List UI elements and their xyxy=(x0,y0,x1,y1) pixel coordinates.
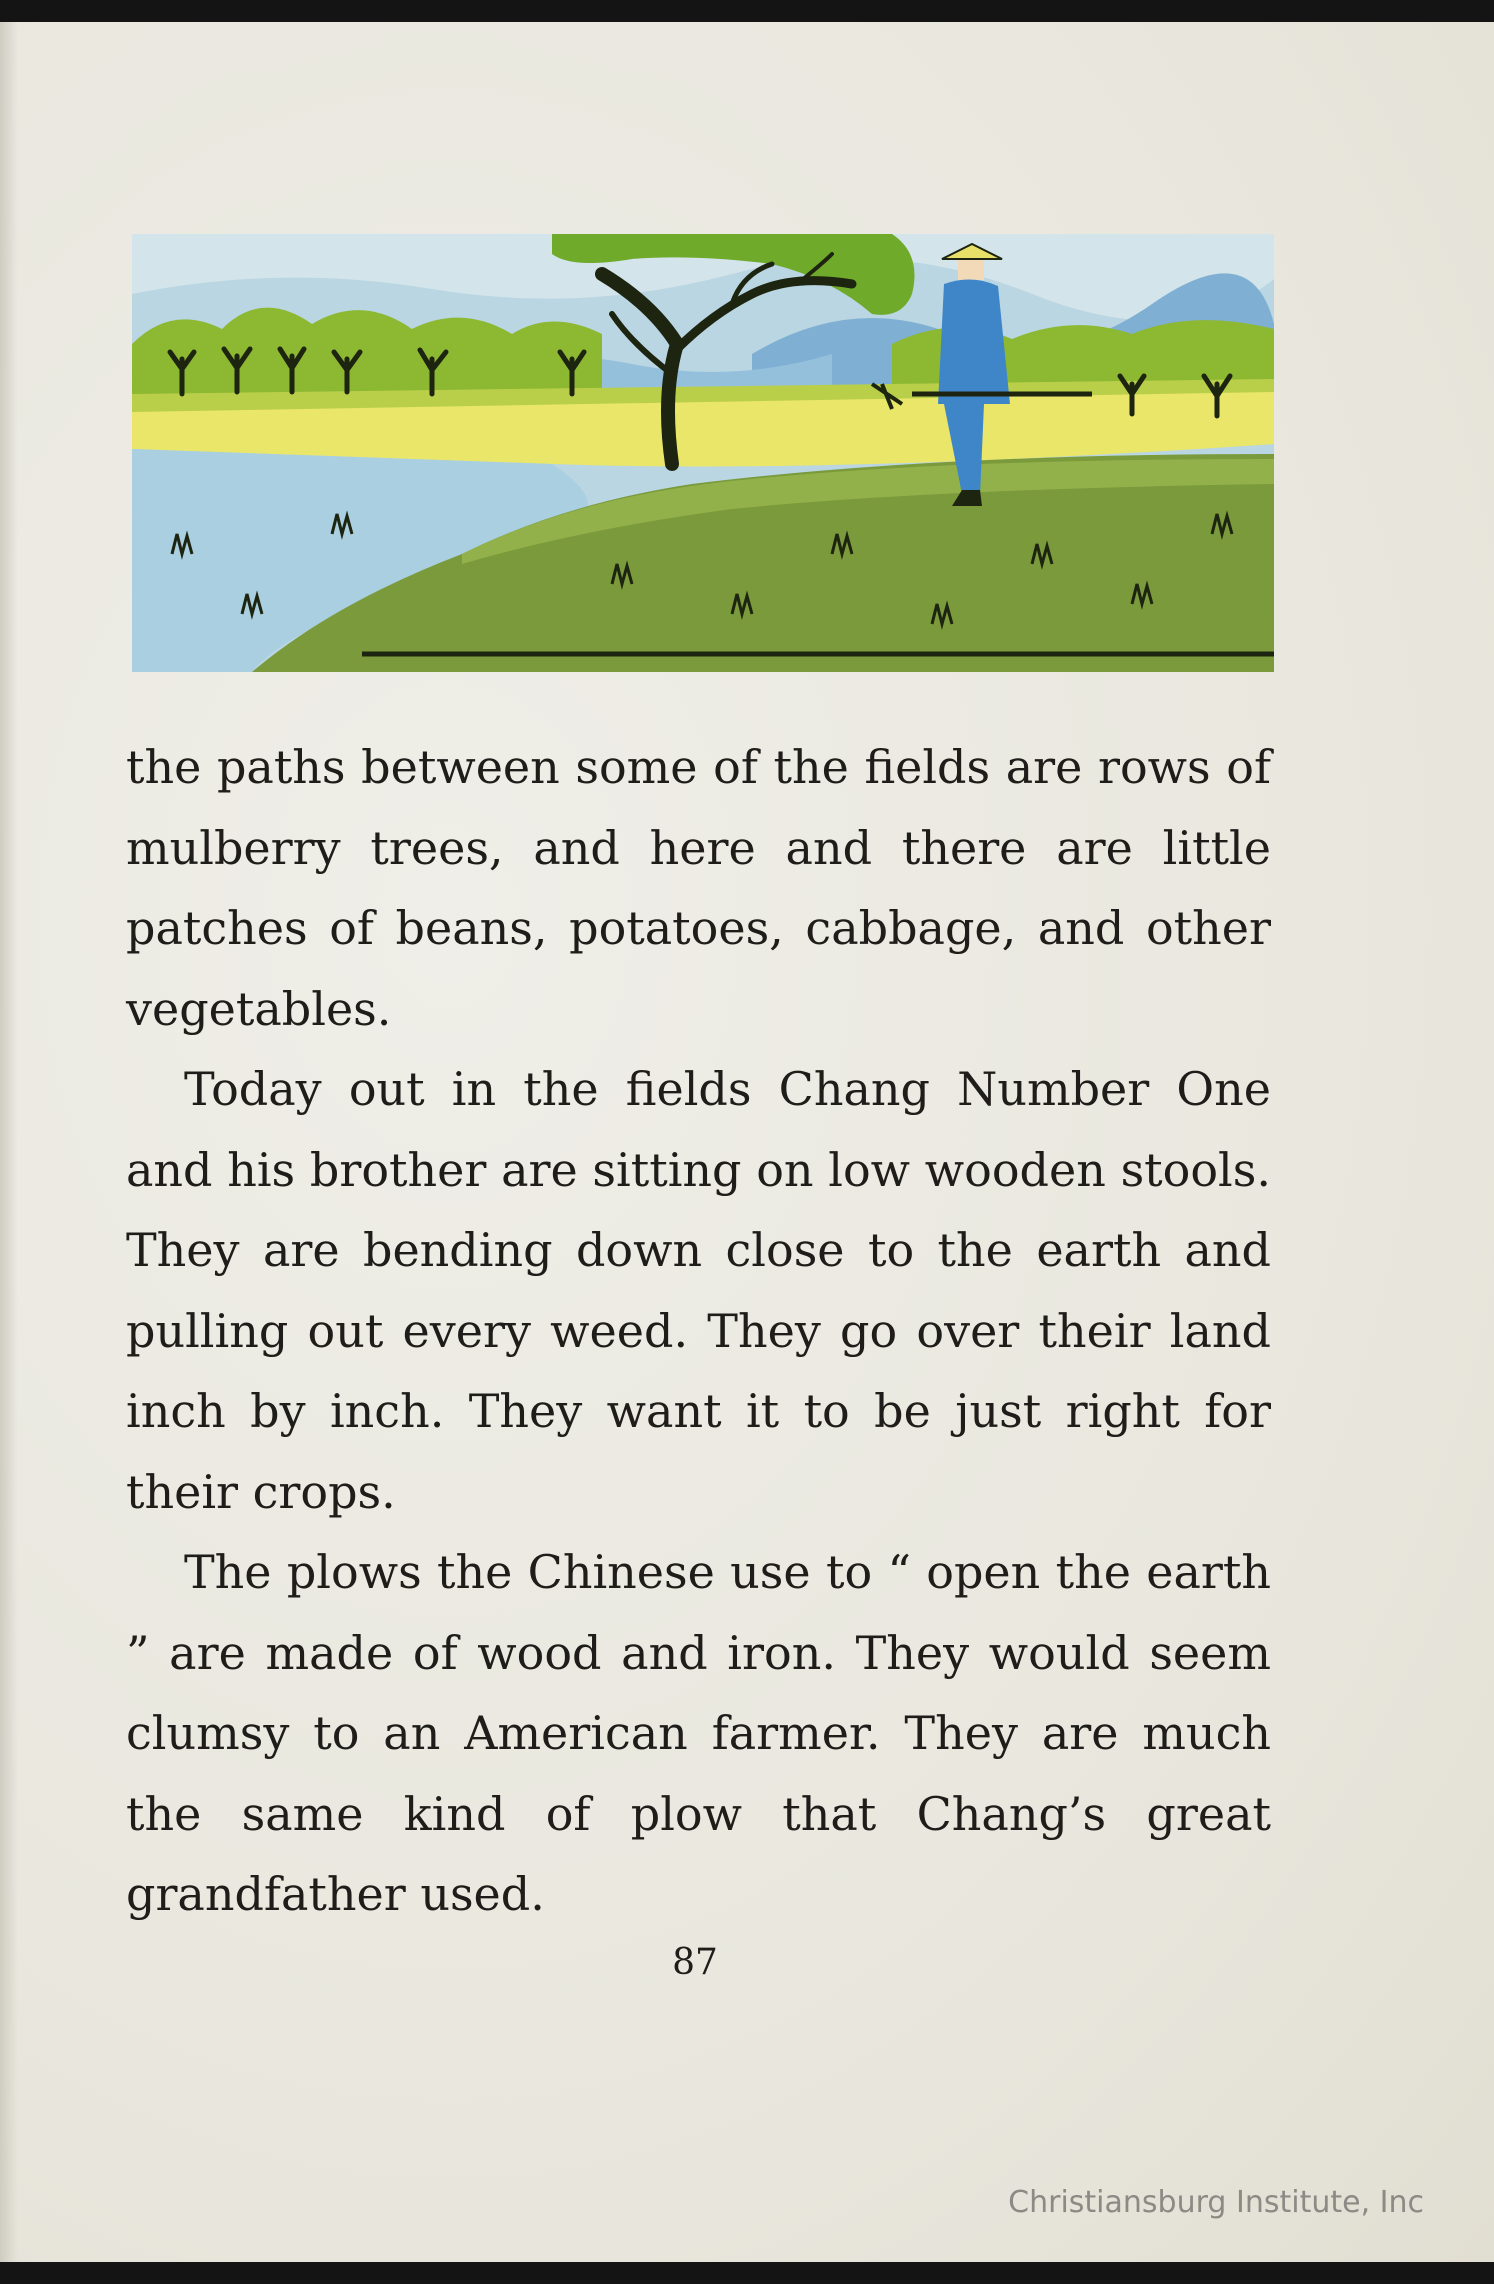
paragraph-weeding: Today out in the fields Chang Number One and his brother are sitting on low wooden stools. They are bending down close to the earth and pulling out every weed. They go over their land inch by inch. They want it to be just right for their crops. xyxy=(126,1062,1271,1519)
spine-shadow xyxy=(0,22,18,2262)
paragraph-continuation: the paths between some of the fields are rows of mulberry trees, and here and there are little patches of beans, potatoes, cabbage, and other vegetables. xyxy=(126,740,1271,1036)
watermark-text: Christiansburg Institute, Inc xyxy=(1008,2185,1424,2220)
farm-field-illustration xyxy=(132,234,1274,672)
page-number: 87 xyxy=(672,1942,718,1983)
body-text xyxy=(126,727,1271,1935)
paragraph-plows: The plows the Chinese use to “ open the earth ” are made of wood and iron. They would seem clumsy to an American farmer. They are much the same kind of plow that Chang’s great grandfather used. xyxy=(126,1545,1271,1921)
book-page xyxy=(0,22,1494,2262)
